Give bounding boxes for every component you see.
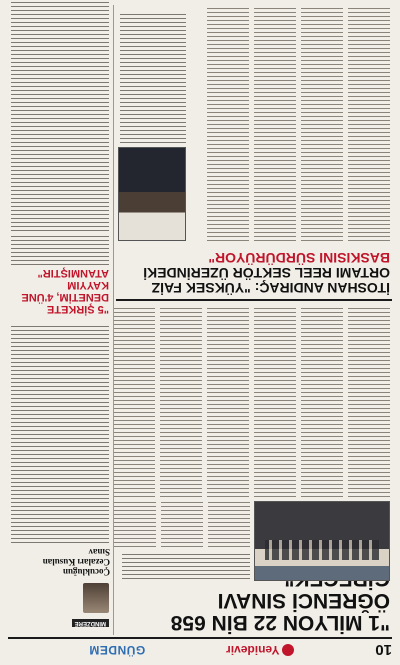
main-story-deck <box>122 551 250 581</box>
newspaper-name: Yenidevir <box>226 643 280 657</box>
text-column <box>208 501 250 547</box>
sidebar-kicker: MİNDZERE <box>72 619 109 627</box>
text-column <box>301 307 343 497</box>
second-story-body <box>207 7 390 241</box>
second-story-deck <box>120 13 186 143</box>
sidebar-headline: "5 ŞİRKETE DENETİM, 4'ÜNE KAYYIM ATANMIŞTIR" <box>21 267 109 315</box>
main-story-body-upper <box>114 501 250 547</box>
text-column <box>113 307 155 497</box>
page-header <box>8 637 392 661</box>
section-divider <box>116 299 392 301</box>
text-column <box>348 7 390 241</box>
text-column <box>348 307 390 497</box>
deck-text-lines <box>122 553 250 579</box>
sidebar-body-lines <box>11 0 109 231</box>
text-column <box>254 307 296 497</box>
section-title: GÜNDEM <box>88 643 146 657</box>
text-column <box>161 501 203 547</box>
deck-text-lines <box>120 13 186 143</box>
group-photo <box>254 501 390 581</box>
sidebar-deck <box>11 235 109 265</box>
second-headline-part1: İTOSHAN ANDIRAÇ: "YÜKSEK FAİZ ORTAMI REEL SEKTÖR ÜZERİNDEKİ <box>143 265 390 296</box>
main-story-body <box>113 307 390 497</box>
text-column <box>254 7 296 241</box>
sidebar-column <box>7 5 114 635</box>
main-headline: "1 MİLYON 22 BİN 658 ÖĞRENCİ SINAVI <box>170 589 390 634</box>
author-avatar <box>83 583 109 613</box>
portrait-photo <box>118 147 186 241</box>
logo-mark-icon <box>282 644 294 656</box>
text-column <box>207 307 249 497</box>
second-headline-part2: BASKISINI SÜRDÜRÜYOR" <box>208 250 390 266</box>
newspaper-logo <box>226 643 294 657</box>
author-column-title: Çocukluğun Cezaları Kusulan Sınav <box>42 547 110 577</box>
text-column <box>114 501 156 547</box>
page-number: 10 <box>375 641 392 659</box>
text-column <box>160 307 202 497</box>
text-column <box>301 7 343 241</box>
second-headline <box>120 250 390 295</box>
sidebar-deck-lines <box>11 235 109 265</box>
text-column <box>207 7 249 241</box>
sidebar-text-lines <box>11 323 109 543</box>
